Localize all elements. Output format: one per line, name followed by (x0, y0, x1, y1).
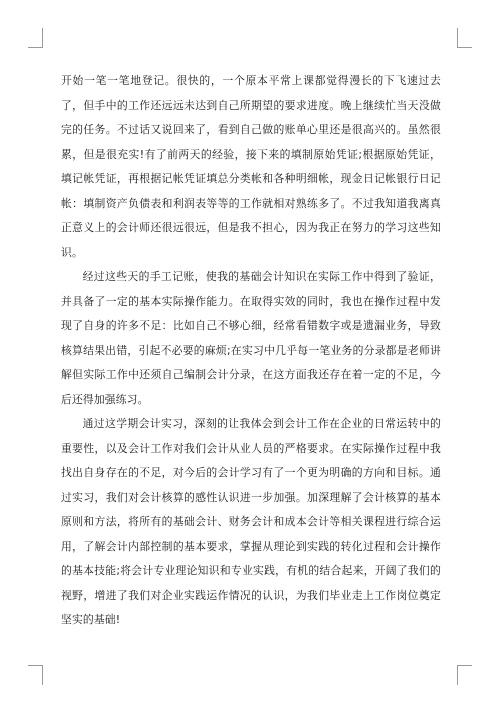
crop-mark-top-right-vertical (457, 28, 458, 48)
paragraph-1: 开始一笔一笔地登记。很快的，一个原本平常上课都觉得漫长的下飞速过去了，但手中的工作还远远未达到自己所期望的要求进度。晚上继续忙当天没做完的任务。不过话又说回来了，看到自己做的账单心里还是很高兴的。虽然很累，但是很充实!有了前两天的经验，接下来的填制原始凭证;根据原始凭证，填记帐凭证，再根据记帐凭证填总分类帐和各种明细帐，现金日记帐银行日记帐：填制资产负债表和利润表等等的工作就相对熟练多了。不过我知道我离真正意义上的会计师还很远很远，但是我不担心，因为我正在努力的学习这些知识。 (61, 74, 441, 259)
crop-mark-bottom-left-vertical (42, 665, 43, 685)
paragraph-2: 经过这些天的手工记账，使我的基础会计知识在实际工作中得到了验证，并具备了一定的基本实际操作能力。在取得实效的同时，我也在操作过程中发现了自身的许多不足：比如自己不够心细，经常看错数字或是遗漏业务，导致核算结果出错，引起不必要的麻烦;在实习中几乎每一笔业务的分录都是老师讲解但实际工作中还须自己编制会计分录，在这方面我还存在着一定的不足，今后还得加强练习。 (61, 270, 441, 406)
crop-mark-top-left-horizontal (28, 47, 43, 48)
crop-mark-top-left-vertical (42, 28, 43, 48)
document-body (61, 69, 441, 633)
crop-mark-bottom-left-horizontal (28, 665, 43, 666)
paragraph-3: 通过这学期会计实习，深刻的让我体会到会计工作在企业的日常运转中的重要性，以及会计工作对我们会计从业人员的严格要求。在实际操作过程中我找出自身存在的不足，对今后的会计学习有了一个更为明确的方向和目标。通过实习，我们对会计核算的感性认识进一步加强。加深理解了会计核算的基本原则和方法，将所有的基础会计、财务会计和成本会计等相关课程进行综合运用，了解会计内部控制的基本要求，掌握从理论到实践的转化过程和会计操作的基本技能;将会计专业理论知识和专业实践，有机的结合起来，开阔了我们的视野，增进了我们对企业实践运作情况的认识，为我们毕业走上工作岗位奠定坚实的基础! (61, 417, 441, 626)
crop-mark-bottom-right-vertical (457, 665, 458, 685)
crop-mark-bottom-right-horizontal (457, 665, 472, 666)
crop-mark-top-right-horizontal (457, 47, 472, 48)
